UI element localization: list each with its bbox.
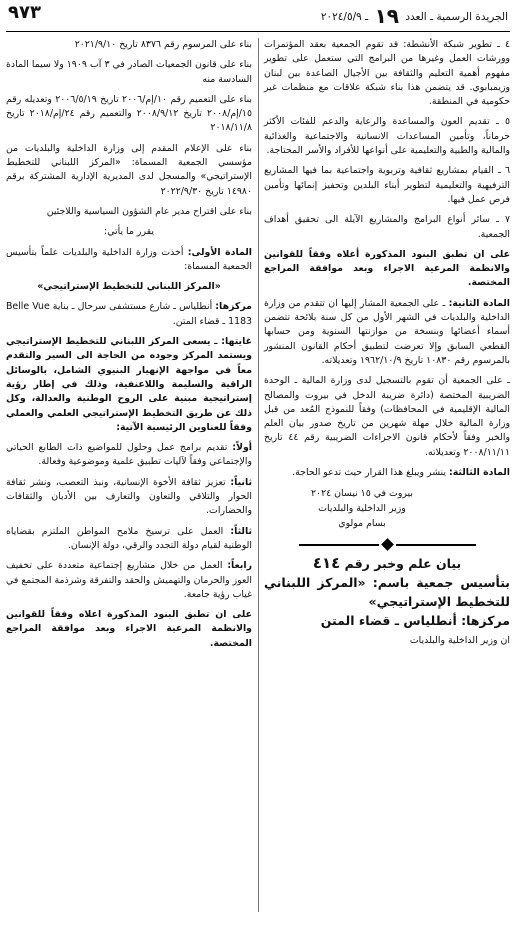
section-ornament — [264, 540, 510, 549]
page-header — [6, 4, 510, 32]
article-2-label: المادة الثانية: — [448, 297, 511, 309]
compliance-clause: على ان تطبق البنود المذكورة أعلاه وفقاً للقوانين والانظمة المرعية الاجراء وبعد موافقة المراجع المختصة. — [264, 248, 510, 289]
goals-text: ـ يسعى المركز اللبناني للتخطيط الإستراتيجي ويستمد المركز وجوده من الحاجة الى السير والتقدم معاً في مواجهة الإنهيار البنيوي الشامل، بالوسائل الراقية والسليمة واللاعنفية، وذلك في إطار رؤية إستراتيجية مبنية على الروح الوطنية والعدالة، وكل ذلك عن طريق التخطيط الإستراتيجي العلمي والعملي وفقاً للعناوين الرئيسية الآتية: — [6, 336, 252, 433]
notice-headquarters: مركزها: أنطلياس ـ قضاء المتن — [320, 613, 510, 629]
goal-item: ثانياً: تعزيز ثقافة الأخوة الإنسانية، ونبذ التعصب، ونشر ثقافة الحوار والتلاقي والتعاون والتعارف بين الأديان والثقافات والحضارات. — [6, 476, 252, 517]
list-item: ٦ ـ القيام بمشاريع ثقافية وتربوية واجتماعية بما فيها المشاريع الترفيهية والتعليمية لتطوير أبناء البلدين وتحفيز إنمائها وتأمين فرص عمل فيها. — [264, 165, 510, 205]
page-number: ٩٧٣ — [8, 2, 41, 23]
article-3-text: ينشر ويبلغ هذا القرار حيث تدعو الحاجة. — [292, 467, 446, 479]
article-3-label: المادة الثالثة: — [448, 467, 510, 479]
recital: بناء على قانون الجمعيات الصادر في ٣ آب ١٩٠٩ ولا سيما المادة السادسة منه — [6, 59, 252, 85]
association-name: «المركز اللبناني للتخطيط الإستراتيجي» — [37, 281, 221, 293]
recital: بناء على المرسوم رقم ٨٣٧٦ تاريخ ٢٠٢١/٩/١٠ — [74, 39, 252, 50]
tax-registration: ـ على الجمعية أن تقوم بالتسجيل لدى وزارة المالية ـ الوحدة الضريبية المختصة (دائرة ضريبة الدخل في بيروت والمصالح المالية الإقليمية في المحافظات) وفقاً للنموذج المُعد من قبل وزارة المالية خلال مهلة شهرين من تاريخ صدور بيان العلم والخبر وفقاً لأحكام قانون الاجراءات الضريبية رقم ٤٤ تاريخ ٢٠٠٨/١١/١١ وتعديلاته. — [264, 375, 510, 458]
headquarters — [6, 300, 252, 329]
list-item: ٧ ـ سائر أنواع البرامج والمشاريع الآيلة الى تحقيق أهداف الجمعية. — [264, 214, 510, 240]
issue-date: ـ ٢٠٢٤/٥/٩ — [320, 11, 369, 23]
issue-number: ١٩ — [374, 4, 399, 28]
notice-title: بيان علم وخبر رقم ٤١٤ — [312, 554, 462, 573]
decides-heading: يقرر ما يأتي: — [104, 226, 154, 238]
signature-block — [264, 486, 460, 531]
goal-item: رابعاً: العمل من خلال مشاريع إجتماعية متعددة على تخفيف العوز والحرمان والتهميش والحقد والتفرقة وشرذمة المجتمع في غياب رؤية جامعة. — [6, 560, 253, 600]
left-column — [6, 38, 252, 657]
recital: بناء على الإعلام المقدم إلى وزارة الداخلية والبلديات من مؤسسي الجمعية المسماة: «المركز اللبناني للتخطيط الإستراتيجي» والمسجل لدى المديرية الإدارية المشتركة برقم ١٤٩٨٠ تاريخ ٢٠٢٢/٩/٣٠ — [6, 142, 252, 197]
article-2 — [264, 297, 510, 368]
right-column — [264, 38, 510, 655]
goals-label: غايتها: — [221, 336, 252, 348]
article-1-label: المادة الأولى: — [187, 246, 252, 258]
compliance-clause: على ان تطبق البنود المذكورة اعلاه وفقاً للقوانين والانظمة المرعية الاجراء وبعد موافقة المراجع المختصة. — [6, 609, 252, 649]
closing-line: ان وزير الداخلية والبلديات — [409, 635, 510, 647]
headquarters-label: مركزها: — [215, 301, 252, 313]
gazette-title-prefix: الجريدة الرسمية ـ العدد — [405, 11, 508, 23]
article-1-text: أخذت وزارة الداخلية والبلديات علماً بتأسيس الجمعية المسماة: — [6, 246, 252, 272]
article-2-text: ـ على الجمعية المشار إليها ان تتقدم من وزارة الداخلية والبلديات في الشهر الأول من كل سنة بلائحة تتضمن أسماء أعضائها وبنسخة من موازنتها السنوية ومن حسابها القطعي السابق وإلا تعرضت لتطبيق أحكام القانون المنشور بالمرسوم رقم ١٠٨٣٠ تاريخ ١٩٦٢/١٠/٩ وتعديلاته. — [264, 297, 510, 366]
list-item: ٤ ـ تطوير شبكة الأنشطة: قد تقوم الجمعية بعقد المؤتمرات وورشات العمل وغيرها من البرامج التي ستعمل على تطوير مفهوم أهمية التعليم والثقافة بين الأجيال الصاعدة بين لبنان وزيمبابوي. قد يتضمن هذا بناء شبكة علاقات مع منظمات غير حكومية في المنطقة. — [264, 39, 510, 108]
signature-place-date: بيروت في ١٥ نيسان ٢٠٢٤ — [311, 488, 413, 500]
signature-name: بسام مولوي — [338, 518, 386, 530]
goals — [6, 335, 252, 435]
goal-item: أولاً: تقديم برامج عمل وحلول للمواضيع ذات الطابع الحياتي والإجتماعي وفقاً لآليات تطبيق علمية وموضوعية وفعالة. — [6, 442, 252, 468]
headquarters-text: أنطلياس ـ شارع مستشفى سرحال ـ بناية Belle Vue 1183 ـ قضاء المتن. — [6, 301, 252, 327]
goal-item: ثالثاً: العمل على ترسيخ ملامح المواطن الملتزم بقضاياه الوطنية لقيام دولة التجدد والرقي، دولة الإنسان. — [6, 525, 252, 551]
signature-role: وزير الداخلية والبلديات — [318, 503, 406, 515]
header-rule — [6, 31, 510, 32]
recital: بناء على التعميم رقم ١٠/إم/٢٠٠٦ تاريخ ٢٠٠٦/٥/١٩ وتعديله رقم ١٥/إم/٢٠٠٨ تاريخ ٢٠٠٨/٩/١٢ والتعميم رقم ٢٤/إم/٢٠١٨ تاريخ ٢٠١٨/١١/٨ — [6, 93, 253, 134]
notice-heading — [264, 554, 510, 630]
gazette-title — [320, 4, 508, 28]
recital: بناء على اقتراح مدير عام الشؤون السياسية واللاجئين — [46, 205, 252, 217]
article-1 — [6, 246, 252, 275]
article-3 — [264, 466, 510, 480]
column-divider — [258, 38, 259, 912]
notice-association-name: بتأسيس جمعية باسم: «المركز اللبناني للتخطيط الإستراتيجي» — [264, 575, 510, 610]
list-item: ٥ ـ تقديم العون والمساعدة والرعاية والدعم للفئات الأكثر حرماناً، وتأمين المساعدات الانسانية والاجتماعية والغذائية والمالية والطبية والتعليمية على أنواعها للأفراد والأسر المحتاجة. — [264, 116, 510, 157]
notice-number: ٤١٤ — [312, 554, 341, 573]
